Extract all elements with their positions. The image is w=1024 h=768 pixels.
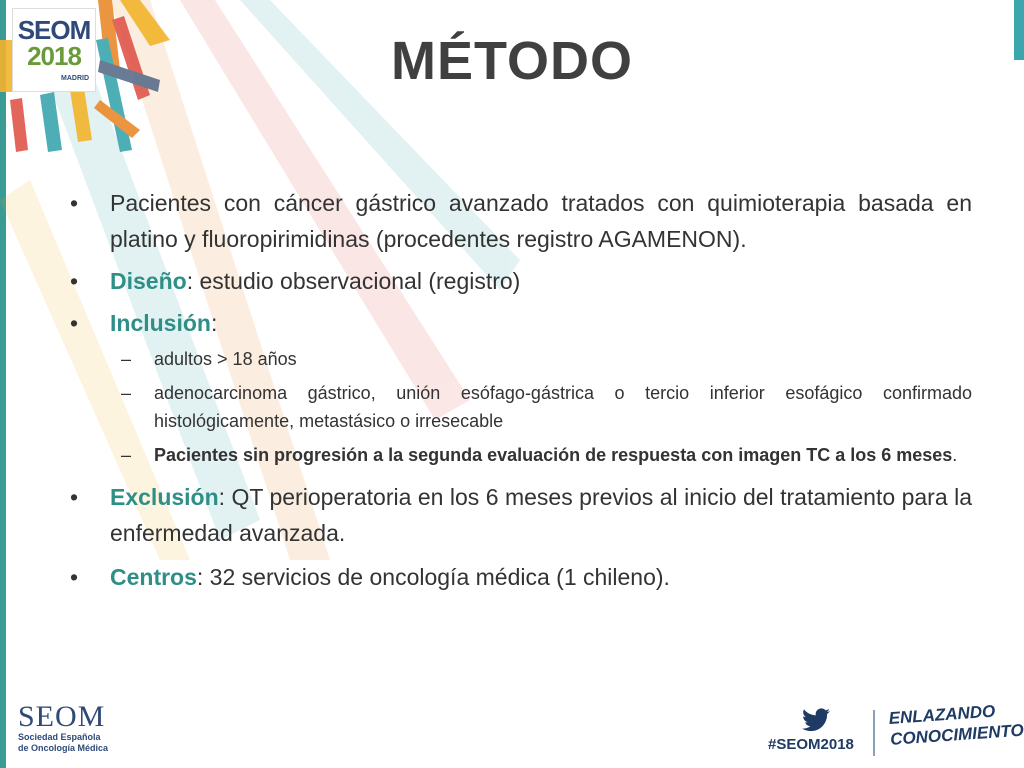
footer-divider [873, 710, 875, 756]
bullet-patients [68, 185, 972, 257]
inclusion-sub-adenocarcinoma [68, 379, 972, 435]
bullet-dot: • [70, 564, 79, 590]
bullet-design-text: : estudio observacional (registro) [186, 268, 521, 294]
footer-society-line1: Sociedad Española [18, 732, 101, 742]
logo-city-text: MADRID [61, 75, 89, 82]
bullet-centers-label: Centros [110, 564, 197, 590]
bullet-dot: • [70, 310, 79, 336]
twitter-icon [802, 708, 830, 732]
bullet-design-label: Diseño [110, 268, 187, 294]
bullet-dot: • [70, 484, 79, 510]
footer-slogan-line2: CONOCIMIENTO [889, 720, 1024, 749]
footer-slogan [888, 699, 1024, 750]
footer-slogan-line1: ENLAZANDO [888, 701, 996, 728]
footer-society-line2: de Oncología Médica [18, 743, 109, 753]
inclusion-sub-no-progression-bold: Pacientes sin progresión a la segunda evaluación de respuesta con imagen TC a los 6 meses [154, 445, 953, 465]
bullet-dot: • [70, 268, 79, 294]
sub-dash: – [121, 349, 132, 369]
bullet-dot: • [70, 190, 79, 216]
bullet-list [68, 185, 972, 595]
inclusion-sub-no-progression [68, 441, 972, 469]
bullet-exclusion-text: : QT perioperatoria en los 6 meses previos al inicio del tratamiento para la enfermedad avanzada. [110, 484, 972, 546]
bullet-inclusion [68, 305, 972, 341]
bullet-exclusion [68, 479, 972, 551]
sub-dash: – [121, 383, 132, 403]
footer-seom-text: SEOM [18, 700, 106, 733]
inclusion-sub-no-progression-tail: . [952, 445, 958, 465]
bullet-centers [68, 559, 972, 595]
logo-seom-text: SEOM [17, 15, 91, 45]
slide-title: MÉTODO [390, 31, 633, 91]
bullet-exclusion-label: Exclusión [110, 484, 219, 510]
footer-hashtag: #SEOM2018 [768, 736, 854, 753]
seom-society-logo [18, 702, 108, 754]
bullet-inclusion-text: : [210, 310, 218, 336]
bullet-design [68, 263, 972, 299]
bullet-centers-text: : 32 servicios de oncología médica (1 chileno). [196, 564, 670, 590]
sub-dash: – [121, 445, 132, 465]
bullet-patients-text: Pacientes con cáncer gástrico avanzado tratados con quimioterapia basada en platino y fluoropirimidinas (procedentes registro AGAMENON). [110, 190, 972, 252]
bullet-inclusion-label: Inclusión [110, 310, 211, 336]
logo-year-text: 2018 [27, 41, 81, 71]
inclusion-sub-adults-text: adultos > 18 años [154, 349, 297, 369]
inclusion-sub-adenocarcinoma-text: adenocarcinoma gástrico, unión esófago-gástrica o tercio inferior esofágico confirmado histológicamente, metastásico o irresecable [154, 383, 972, 431]
inclusion-sub-adults [68, 345, 972, 373]
